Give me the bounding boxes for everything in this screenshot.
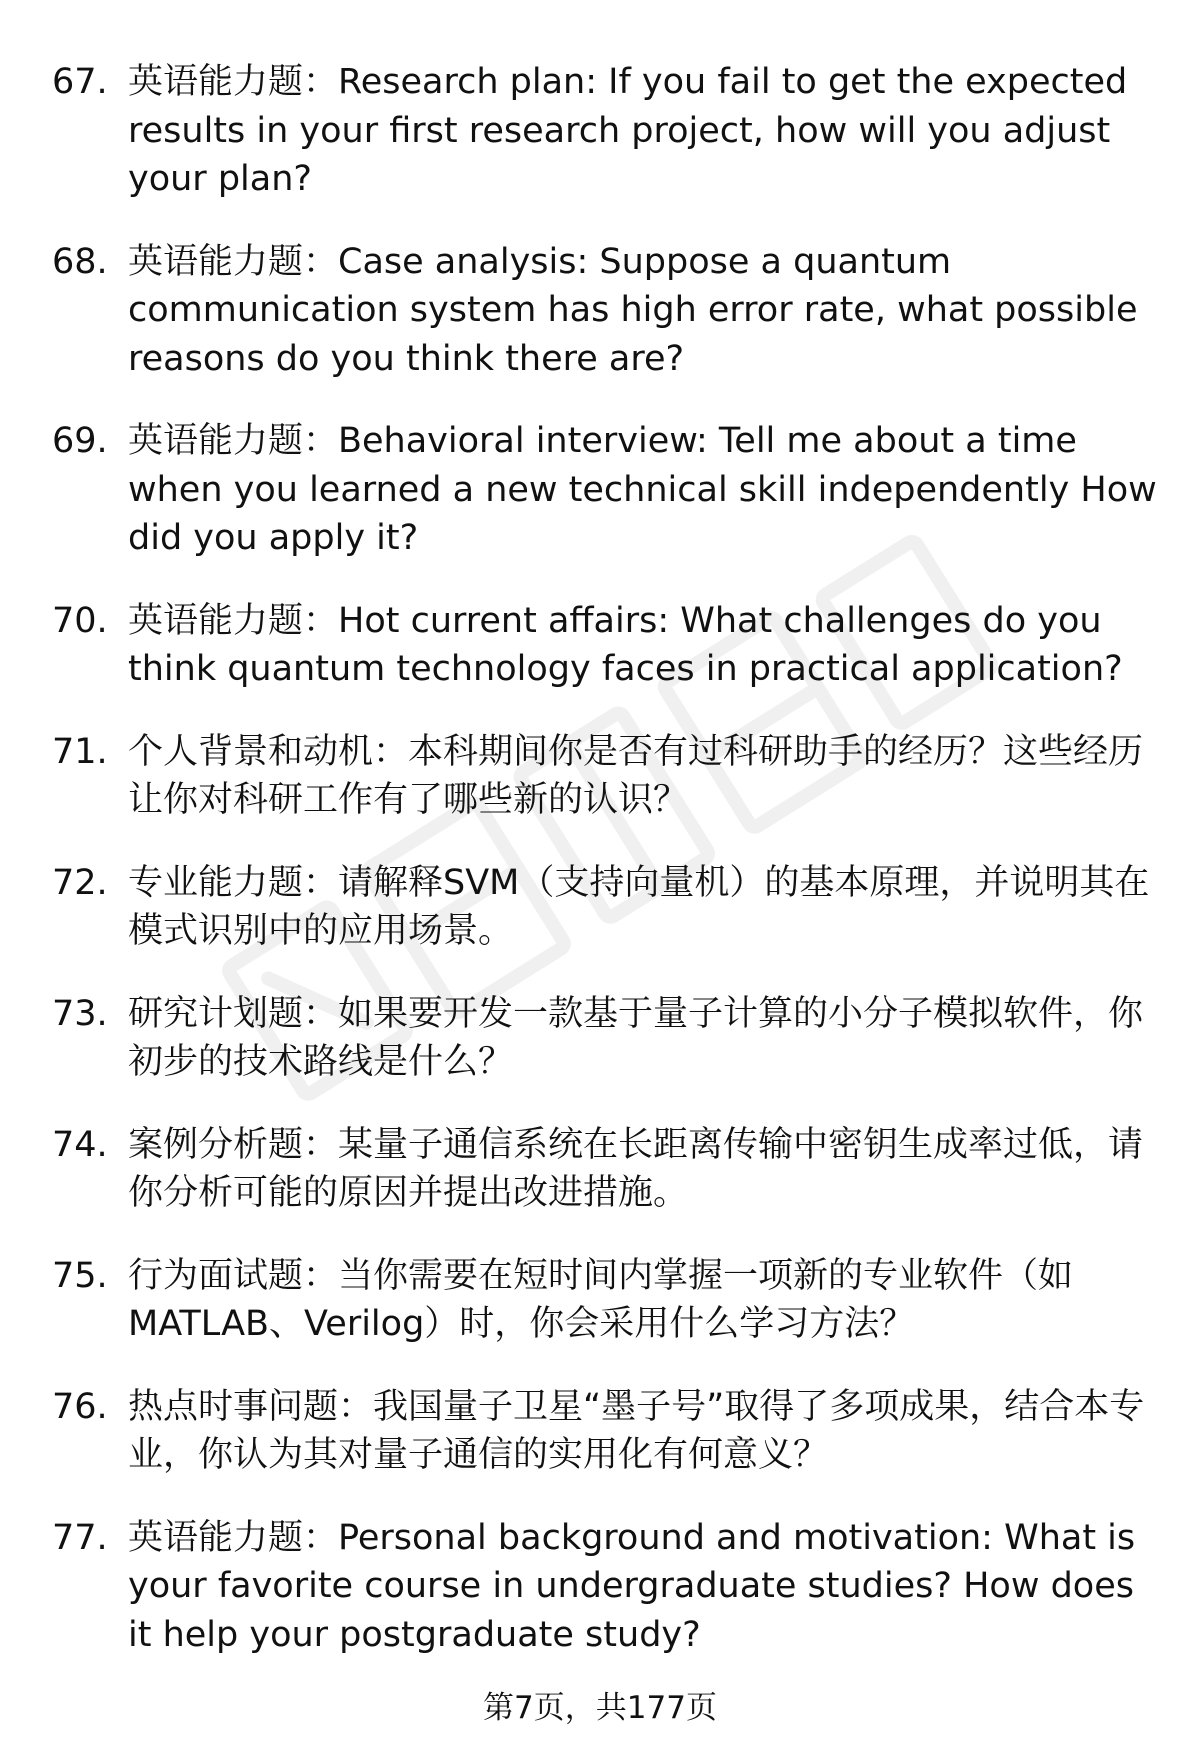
question-number: 70. (52, 600, 108, 641)
question-item (0, 1383, 1200, 1480)
question-number: 67. (52, 62, 108, 102)
page-number-footer: 第7页，共177页 (483, 1690, 717, 1726)
question-text: 个人背景和动机：本科期间你是否有过科研助手的经历？这些经历让你对科研工作有了哪些新的认识？ (128, 731, 1144, 820)
question-item (0, 728, 1200, 825)
question-text: 英语能力题：Case analysis: Suppose a quantum communication system has high error rate, what possible reasons do you think there are? (128, 241, 1138, 379)
question-item (0, 859, 1200, 956)
question-text: 英语能力题：Hot current affairs: What challenges do you think quantum technology faces in practical application? (128, 600, 1123, 689)
question-text: 英语能力题：Research plan: If you fail to get the expected results in your first research project, how will you adjust your plan? (128, 62, 1128, 199)
question-number: 75. (52, 1255, 108, 1296)
question-item (0, 1121, 1200, 1218)
question-number: 76. (52, 1386, 108, 1427)
question-number: 74. (52, 1124, 108, 1165)
question-list (0, 58, 1200, 1693)
question-item (0, 1514, 1200, 1660)
question-number: 77. (52, 1517, 108, 1558)
question-text: 专业能力题：请解释SVM（支持向量机）的基本原理，并说明其在模式识别中的应用场景。 (128, 862, 1150, 951)
question-number: 72. (52, 862, 108, 903)
question-item (0, 417, 1200, 563)
question-number: 73. (52, 993, 108, 1034)
question-item (0, 238, 1200, 384)
question-text: 行为面试题：当你需要在短时间内掌握一项新的专业软件（如MATLAB、Verilog）时，你会采用什么学习方法？ (128, 1255, 1074, 1344)
question-item (0, 58, 1200, 204)
question-text: 英语能力题：Behavioral interview: Tell me about a time when you learned a new technical skill independently How did you apply it? (128, 421, 1157, 558)
question-item (0, 1252, 1200, 1349)
question-item (0, 597, 1200, 694)
question-text: 研究计划题：如果要开发一款基于量子计算的小分子模拟软件，你初步的技术路线是什么？ (128, 993, 1144, 1082)
question-text: 热点时事问题：我国量子卫星“墨子号”取得了多项成果，结合本专业，你认为其对量子通信的实用化有何意义？ (128, 1386, 1145, 1475)
question-text: 案例分析题：某量子通信系统在长距离传输中密钥生成率过低，请你分析可能的原因并提出改进措施。 (128, 1124, 1144, 1213)
question-text: 英语能力题：Personal background and motivation: What is your favorite course in undergraduate studies? How does it help your postgraduate study? (128, 1517, 1136, 1655)
question-number: 69. (52, 421, 108, 461)
question-item (0, 990, 1200, 1087)
question-number: 71. (52, 731, 108, 772)
question-number: 68. (52, 241, 108, 282)
